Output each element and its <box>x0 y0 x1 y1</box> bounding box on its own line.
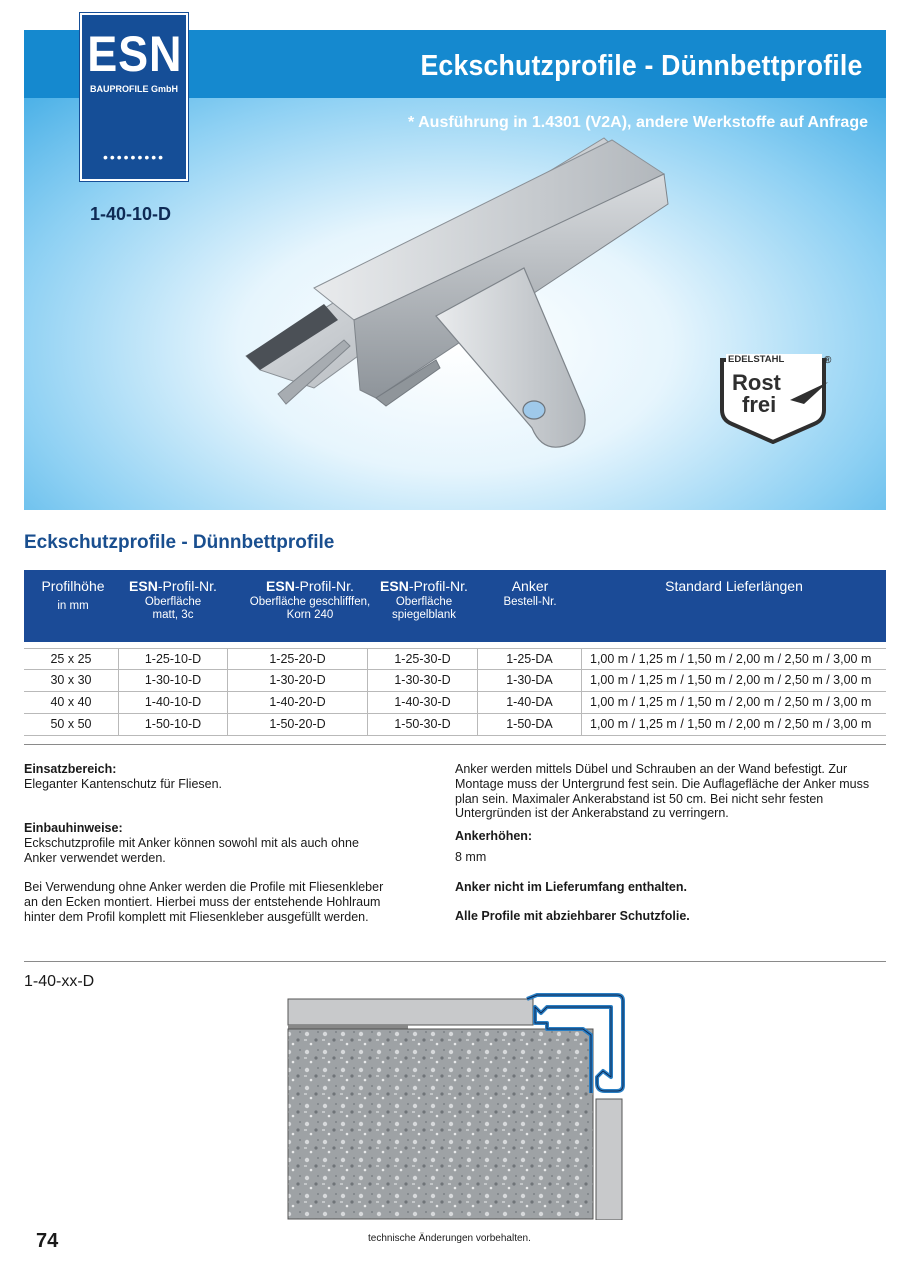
cell-geschliffen: 1-50-20-D <box>228 714 368 735</box>
cell-geschliffen: 1-40-20-D <box>228 692 368 713</box>
anker-note: Anker nicht im Lieferumfang enthalten. <box>455 879 687 894</box>
badge-line3: frei <box>742 392 777 417</box>
drawing-code: 1-40-xx-D <box>24 973 95 990</box>
header-anker: Anker Bestell-Nr. <box>503 578 557 608</box>
table-row <box>24 692 886 714</box>
logo-text: ESN <box>87 26 183 82</box>
cell-lengths: 1,00 m / 1,25 m / 1,50 m / 2,00 m / 2,50 m / 3,00 m <box>590 717 872 731</box>
header-profil-geschliffen: ESN-Profil-Nr. Oberfläche geschlifffen, Korn 240 <box>249 578 371 621</box>
anker-text: Anker werden mittels Dübel und Schrauben an der Wand befestigt. Zur Montage muss der Untergrund fest sein. Die Auflagefläche der Anker muss plan sein. Maximaler Ankerabstand ist 50 cm. Bei nicht sehr festen Untergründen ist der Ankerabstand zu verringern. <box>455 762 870 821</box>
table-bottom-rule <box>24 744 886 745</box>
rostfrei-badge-icon <box>716 352 836 444</box>
profile-cross-section-drawing <box>285 993 630 1220</box>
cell-lengths: 1,00 m / 1,25 m / 1,50 m / 2,00 m / 2,50 m / 3,00 m <box>590 695 872 709</box>
cell-spiegel: 1-30-30-D <box>368 670 478 691</box>
cell-spiegel: 1-25-30-D <box>368 649 478 670</box>
cell-anker: 1-30-DA <box>478 670 582 691</box>
left-text-column <box>24 762 424 925</box>
einsatz-heading: Einsatzbereich: <box>24 762 117 776</box>
page-title: Eckschutzprofile - Dünnbettprofile <box>419 50 862 82</box>
table-header <box>24 570 886 642</box>
logo-dots: ••••••••• <box>102 149 166 165</box>
badge-line1: EDELSTAHL <box>728 354 785 365</box>
badge-registered: ® <box>824 355 832 366</box>
hero-product-code: 1-40-10-D <box>90 204 172 224</box>
drawing-top-rule <box>24 961 886 962</box>
table-row <box>24 714 886 736</box>
einbau-text-2: Bei Verwendung ohne Anker werden die Profile mit Fliesenkleber an den Ecken montiert. Hierbei muss der entstehende Hohlraum hinter dem Profil komplett mit Fliesenkleber ausgefüllt werden. <box>24 880 384 924</box>
ankerhoehen-value: 8 mm <box>455 849 487 864</box>
cell-size: 50 x 50 <box>24 714 119 735</box>
header-lieferlaengen: Standard Lieferlängen <box>665 578 803 594</box>
cell-geschliffen: 1-30-20-D <box>228 670 368 691</box>
cell-matt: 1-40-10-D <box>119 692 228 713</box>
cell-size: 30 x 30 <box>24 670 119 691</box>
cell-lengths: 1,00 m / 1,25 m / 1,50 m / 2,00 m / 2,50 m / 3,00 m <box>590 652 872 666</box>
header-profil-matt: ESN-Profil-Nr. Oberfläche matt, 3c <box>129 578 217 621</box>
cell-anker: 1-40-DA <box>478 692 582 713</box>
section-title: Eckschutzprofile - Dünnbettprofile <box>24 532 335 553</box>
page-number: 74 <box>36 1230 59 1252</box>
right-text-column <box>455 762 875 924</box>
cell-matt: 1-30-10-D <box>119 670 228 691</box>
footer-note: technische Änderungen vorbehalten. <box>368 1233 531 1244</box>
einbau-text-1: Eckschutzprofile mit Anker können sowohl mit als auch ohne Anker verwendet werden. <box>24 835 359 865</box>
einbau-heading: Einbauhinweise: <box>24 821 123 836</box>
cell-lengths: 1,00 m / 1,25 m / 1,50 m / 2,00 m / 2,50 m / 3,00 m <box>590 673 872 687</box>
cell-size: 40 x 40 <box>24 692 119 713</box>
profile-table <box>24 648 886 736</box>
cell-spiegel: 1-40-30-D <box>368 692 478 713</box>
einsatz-text: Eleganter Kantenschutz für Fliesen. <box>24 776 223 791</box>
cell-size: 25 x 25 <box>24 649 119 670</box>
table-row <box>24 648 886 670</box>
esn-logo <box>80 13 188 181</box>
cell-matt: 1-50-10-D <box>119 714 228 735</box>
cell-geschliffen: 1-25-20-D <box>228 649 368 670</box>
cell-matt: 1-25-10-D <box>119 649 228 670</box>
ankerhoehen-heading: Ankerhöhen: <box>455 829 533 844</box>
cell-anker: 1-50-DA <box>478 714 582 735</box>
material-note: * Ausführung in 1.4301 (V2A), andere Werkstoffe auf Anfrage <box>408 114 868 131</box>
schutzfolie-note: Alle Profile mit abziehbarer Schutzfolie. <box>455 909 690 924</box>
table-row <box>24 670 886 692</box>
cell-anker: 1-25-DA <box>478 649 582 670</box>
badge-line2: Rost <box>732 370 781 395</box>
logo-subtext: BAUPROFILE GmbH <box>89 84 178 94</box>
header-profilhoehe: Profilhöhe in mm <box>41 578 105 612</box>
header-profil-spiegel: ESN-Profil-Nr. Oberfläche spiegelblank <box>380 578 468 621</box>
cell-spiegel: 1-50-30-D <box>368 714 478 735</box>
